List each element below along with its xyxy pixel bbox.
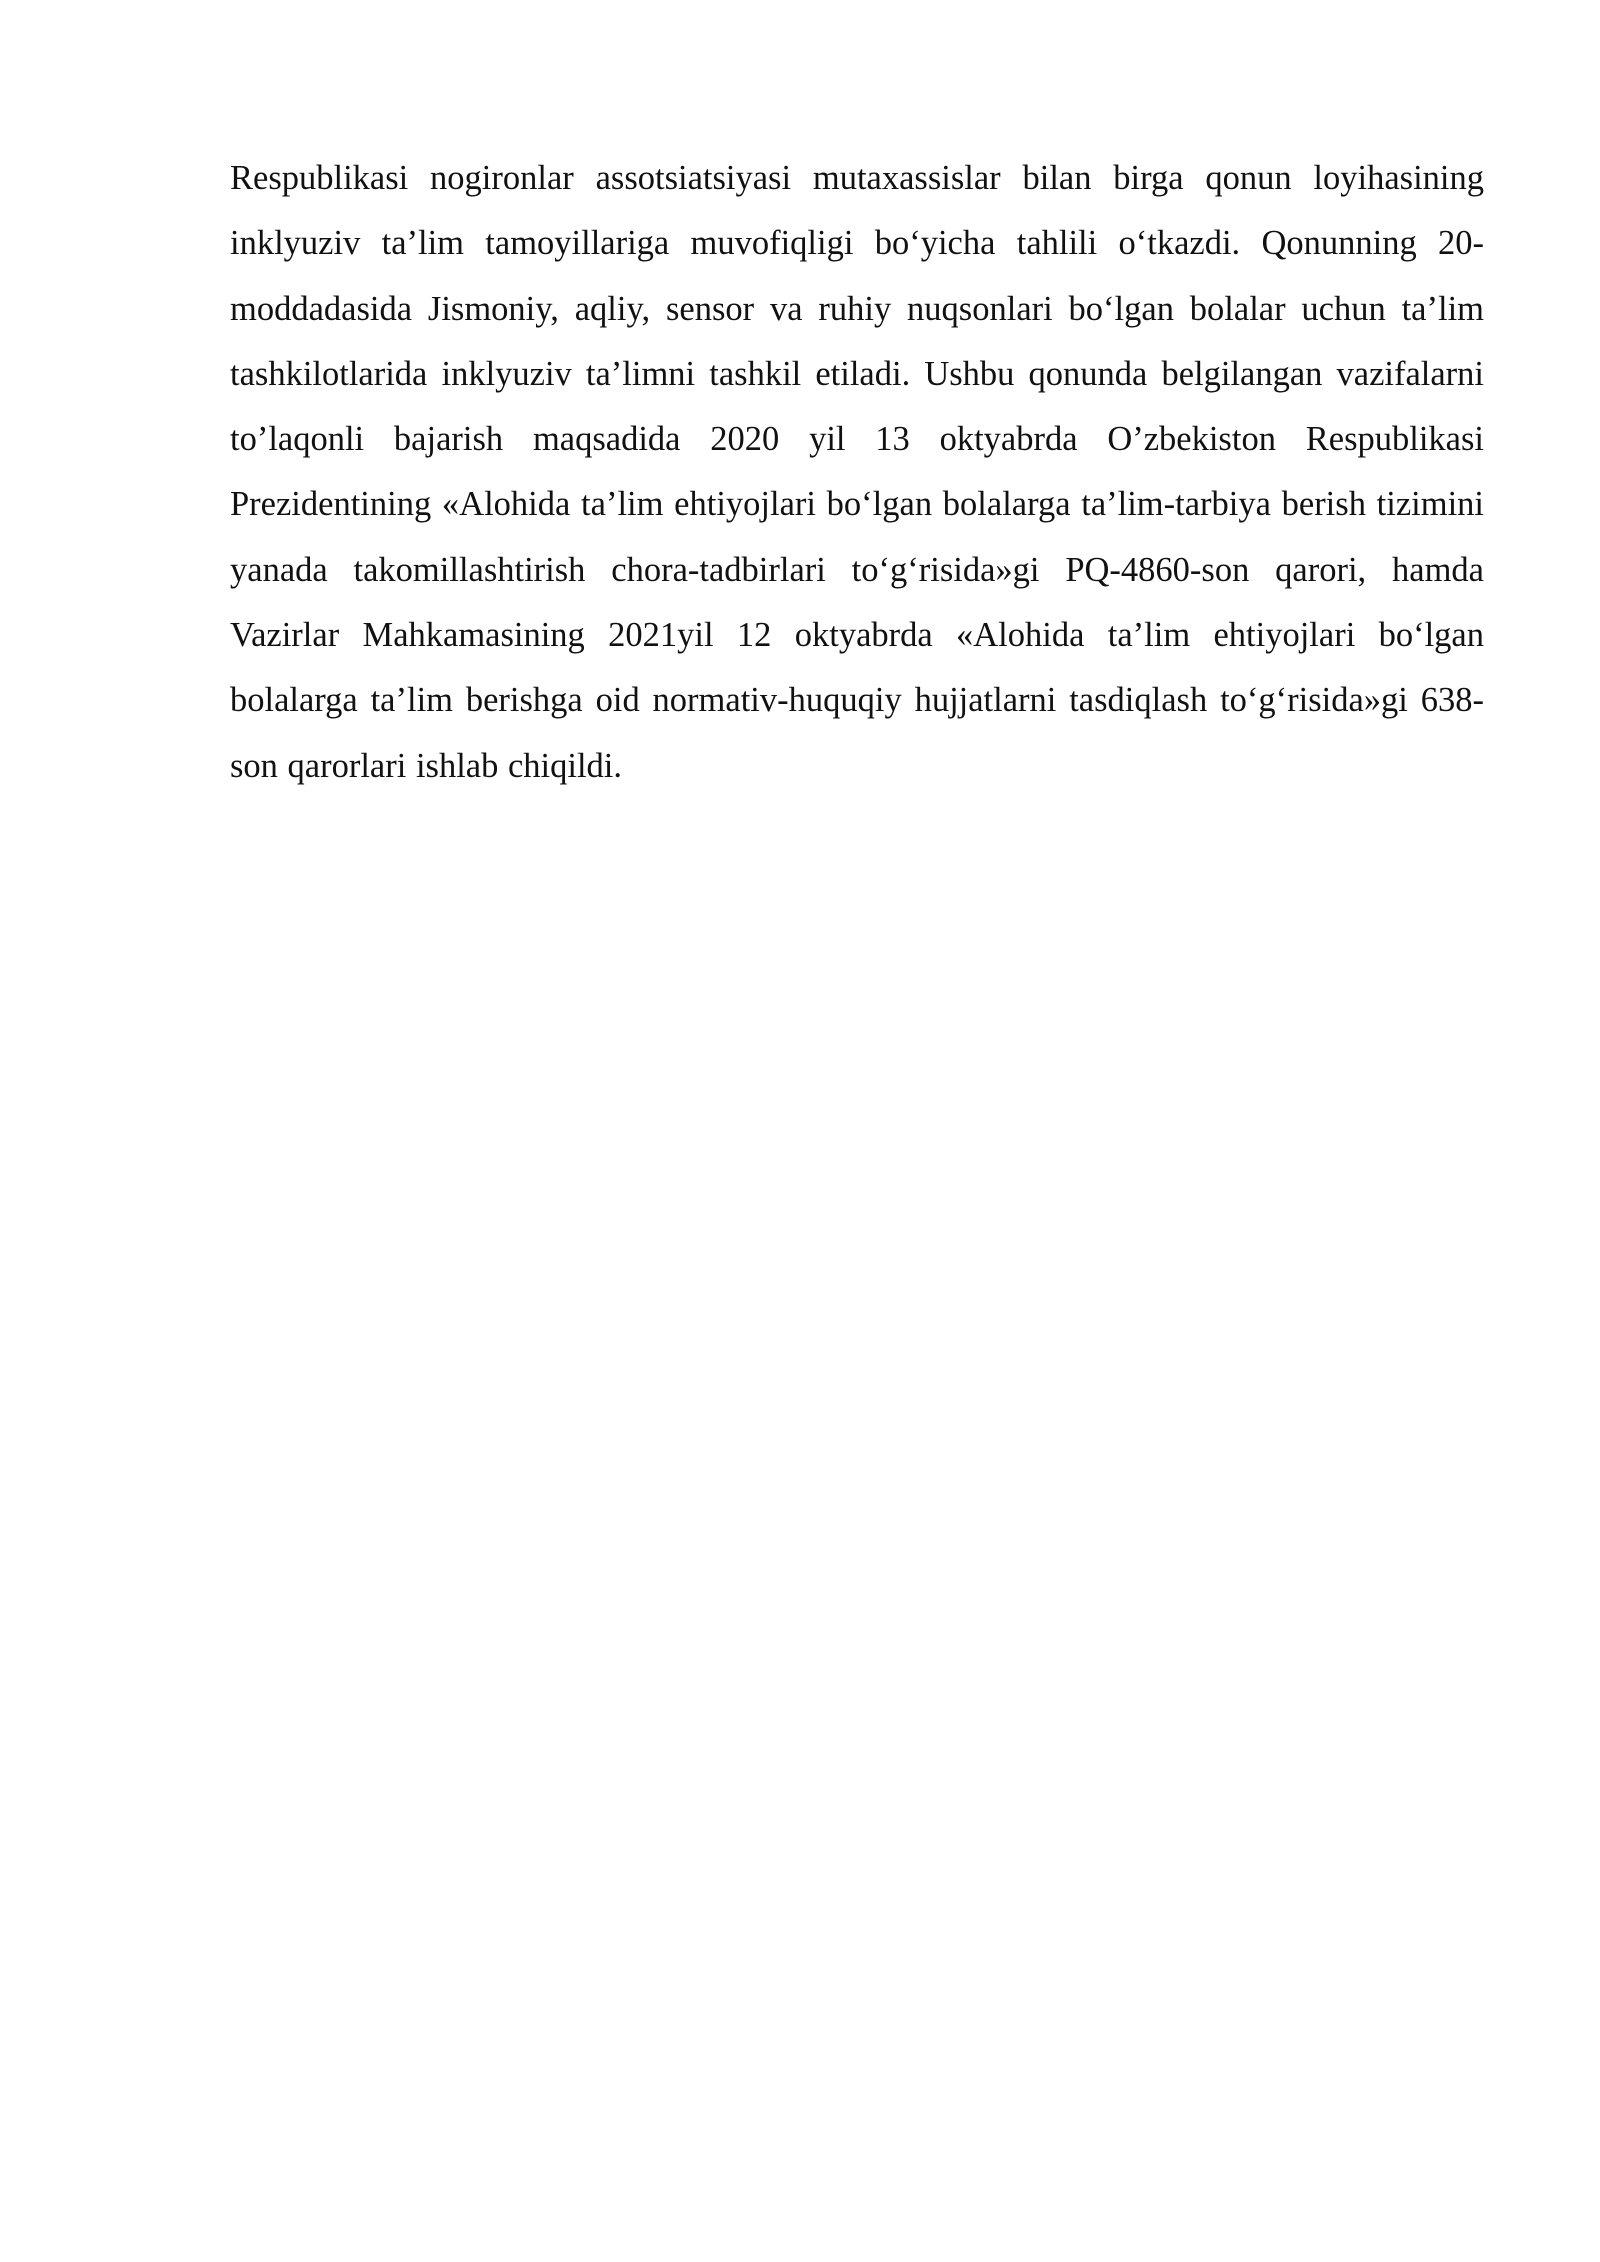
body-paragraph: Respublikasi nogironlar assotsiatsiyasi mutaxassislar bilan birga qonun loyihasining inklyuziv ta’lim tamoyillariga muvofiqligi bo‘yicha tahlili o‘tkazdi. Qonunning 20- moddadasida Jismoniy, aqliy, sensor va ruhiy nuqsonlari bo‘lgan bolalar uchun ta’lim tashkilotlarida inklyuziv ta’limni tashkil etiladi. Ushbu qonunda belgilangan vazifalarni to’laqonli bajarish maqsadida 2020 yil 13 oktyabrda O’zbekiston Respublikasi Prezidentining «Alohida ta’lim ehtiyojlari bo‘lgan bolalarga ta’lim-tarbiya berish tizimini yanada takomillashtirish chora-tadbirlari to‘g‘risida»gi PQ-4860-son qarori, hamda Vazirlar Mahkamasining 2021yil 12 oktyabrda «Alohida ta’lim ehtiyojlari bo‘lgan bolalarga ta’lim berishga oid normativ-huquqiy hujjatlarni tasdiqlash to‘g‘risida»gi 638-son qarorlari ishlab chiqildi. (230, 159, 1484, 785)
